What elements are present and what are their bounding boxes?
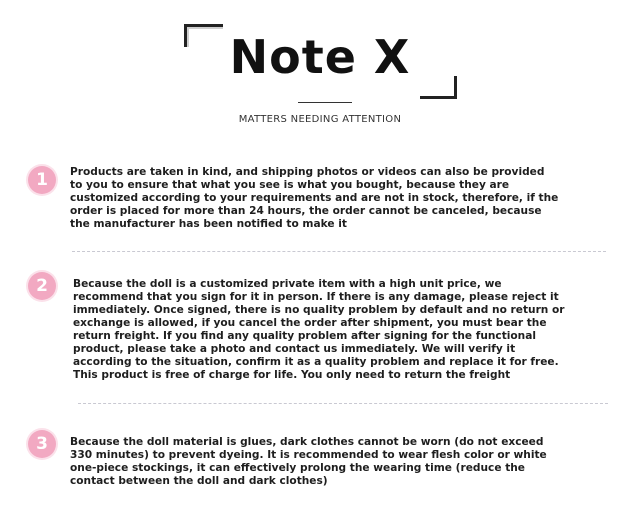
number-badge-2: 2: [28, 272, 56, 300]
number-badge-3: 3: [28, 430, 56, 458]
note-text-1: Products are taken in kind, and shipping photos or videos can also be provided to you to ensure that what you see is what you bought, because they are customized according to your requirements and are not in stock, therefore, if the order is placed for more than 24 hours, the order cannot be canceled, because the manufacturer has been notified to make it: [70, 166, 559, 230]
decorative-bracket-bottom-right: [420, 76, 457, 99]
page-subtitle: MATTERS NEEDING ATTENTION: [238, 114, 402, 125]
page-title: Note X: [229, 30, 411, 84]
divider-1: [72, 251, 606, 252]
note-text-2: Because the doll is a customized private item with a high unit price, we recommend that you sign for it in person. If there is any damage, please reject it immediately. Once signed, there is no quality problem by default and no return or exchange is allowed, if you cancel the order after shipment, you must bear the return freight. If you find any quality problem after signing for the functional product, please take a photo and contact us immediately. We will verify it according to the situation, confirm it as a quality problem and replace it for free. This product is free of charge for life. You only need to return the freight: [73, 278, 565, 381]
title-underline: [298, 102, 352, 103]
number-badge-1: 1: [28, 166, 56, 194]
note-text-3: Because the doll material is glues, dark clothes cannot be worn (do not exceed 330 minutes) to prevent dyeing. It is recommended to wear flesh color or white one-piece stockings, it can effectively prolong the wearing time (reduce the contact between the doll and dark clothes): [70, 436, 547, 487]
divider-2: [78, 403, 608, 404]
